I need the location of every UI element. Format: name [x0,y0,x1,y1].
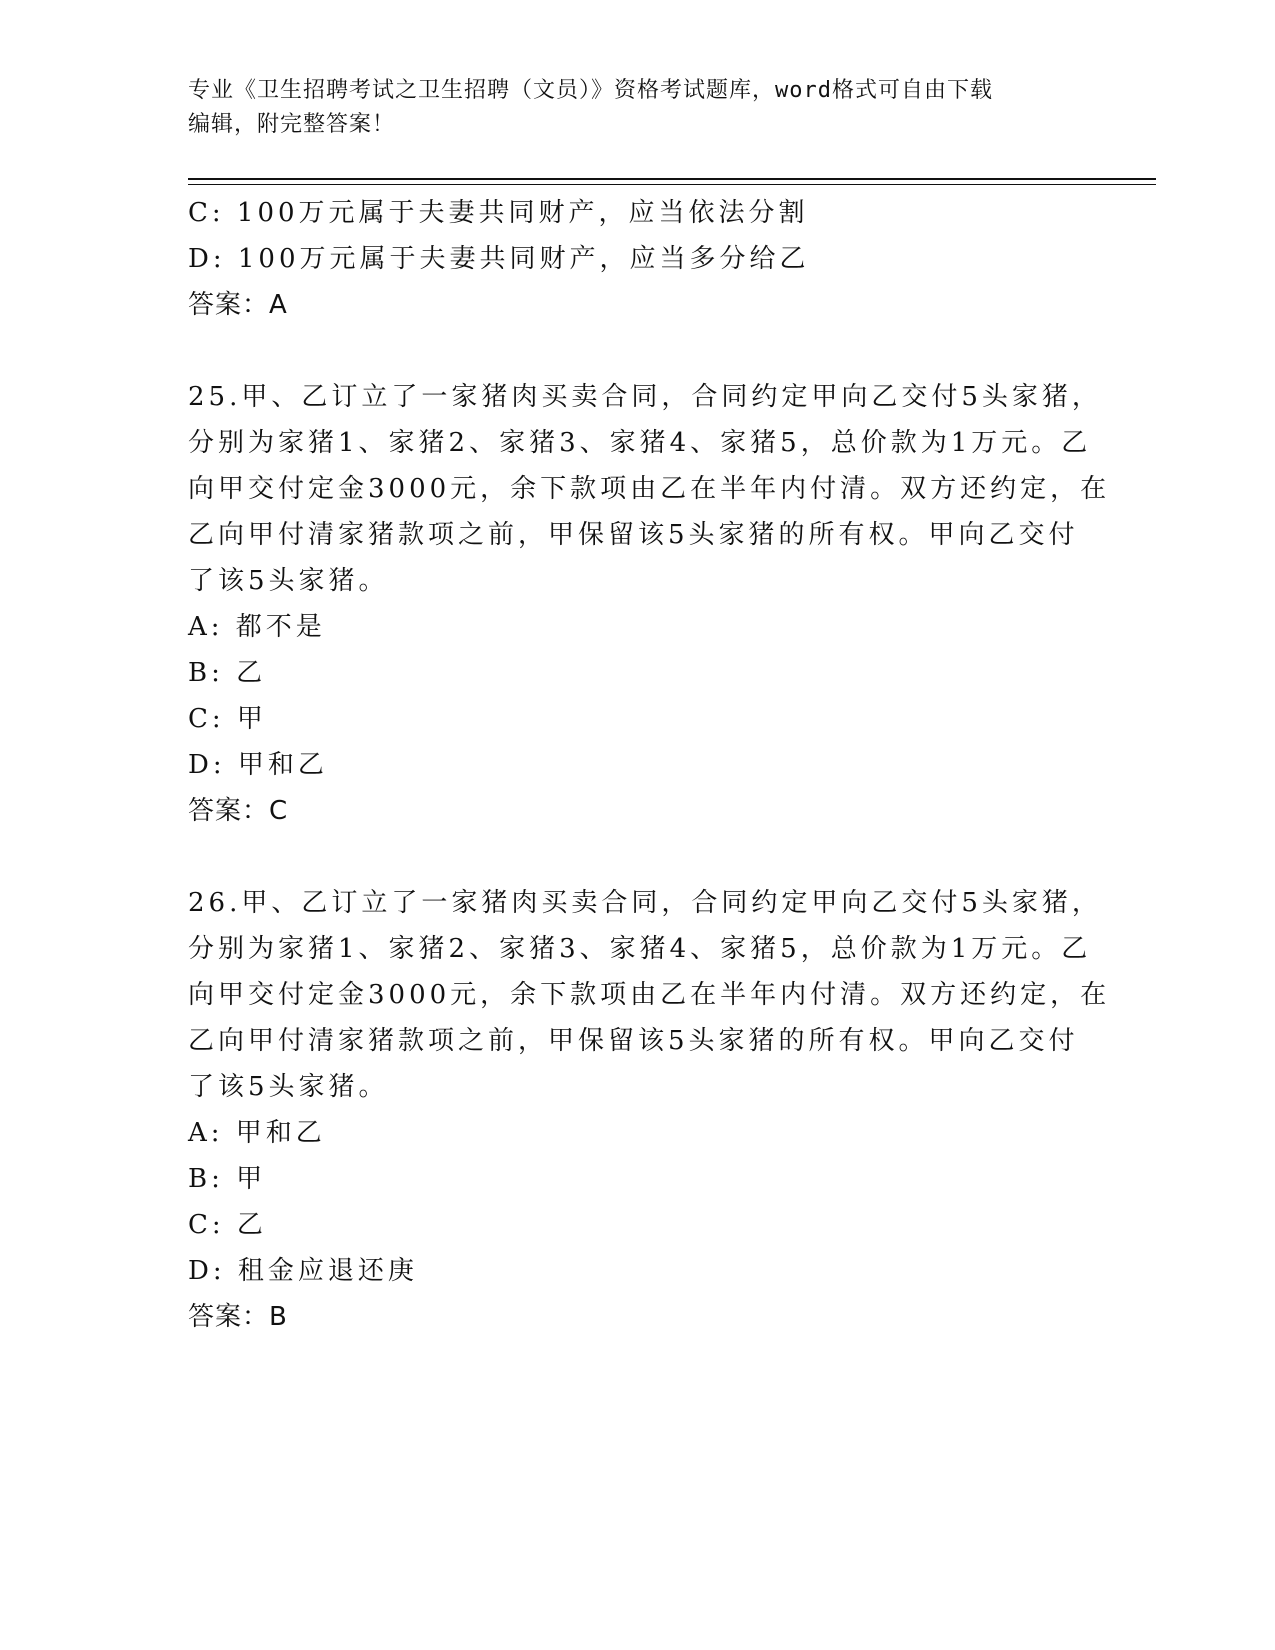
answer-line: 答案：A [188,290,288,320]
answer-line: 答案：B [188,1302,288,1332]
document-body [188,190,1111,1340]
question-stem-line: 分别为家猪1、家猪2、家猪3、家猪4、家猪5，总价款为1万元。乙 [188,934,1092,964]
question-stem-line: 26.甲、乙订立了一家猪肉买卖合同，合同约定甲向乙交付5头家猪， [188,888,1102,918]
option-d: D: 100万元属于夫妻共同财产，应当多分给乙 [188,244,810,274]
header-line-1: 专业《卫生招聘考试之卫生招聘（文员）》资格考试题库，word格式可自由下载 [188,78,993,103]
option-c: C: 乙 [188,1210,267,1240]
option-b: B: 乙 [188,658,267,688]
header-line-2: 编辑，附完整答案！ [188,112,396,137]
document-header [188,74,1088,142]
question-stem-line: 向甲交付定金3000元，余下款项由乙在半年内付清。双方还约定，在 [188,980,1111,1010]
question-25 [188,374,1111,834]
option-c: C: 甲 [188,704,267,734]
previous-question-fragment [188,190,1088,328]
option-d: D: 甲和乙 [188,750,328,780]
spacer [188,328,1088,374]
option-d: D: 租金应退还庚 [188,1256,418,1286]
question-stem-line: 乙向甲付清家猪款项之前，甲保留该5头家猪的所有权。甲向乙交付 [188,520,1079,550]
question-stem-line: 了该5头家猪。 [188,566,389,596]
question-stem-line: 分别为家猪1、家猪2、家猪3、家猪4、家猪5，总价款为1万元。乙 [188,428,1092,458]
question-stem-line: 向甲交付定金3000元，余下款项由乙在半年内付清。双方还约定，在 [188,474,1111,504]
answer-line: 答案：C [188,796,289,826]
question-stem-line: 25.甲、乙订立了一家猪肉买卖合同，合同约定甲向乙交付5头家猪， [188,382,1102,412]
header-divider [188,178,1156,185]
question-26 [188,880,1111,1340]
question-stem-line: 乙向甲付清家猪款项之前，甲保留该5头家猪的所有权。甲向乙交付 [188,1026,1079,1056]
option-b: B: 甲 [188,1164,267,1194]
option-a: A: 都不是 [188,612,326,642]
spacer [188,834,1088,880]
option-c: C: 100万元属于夫妻共同财产，应当依法分割 [188,198,809,228]
option-a: A: 甲和乙 [188,1118,326,1148]
question-stem-line: 了该5头家猪。 [188,1072,389,1102]
